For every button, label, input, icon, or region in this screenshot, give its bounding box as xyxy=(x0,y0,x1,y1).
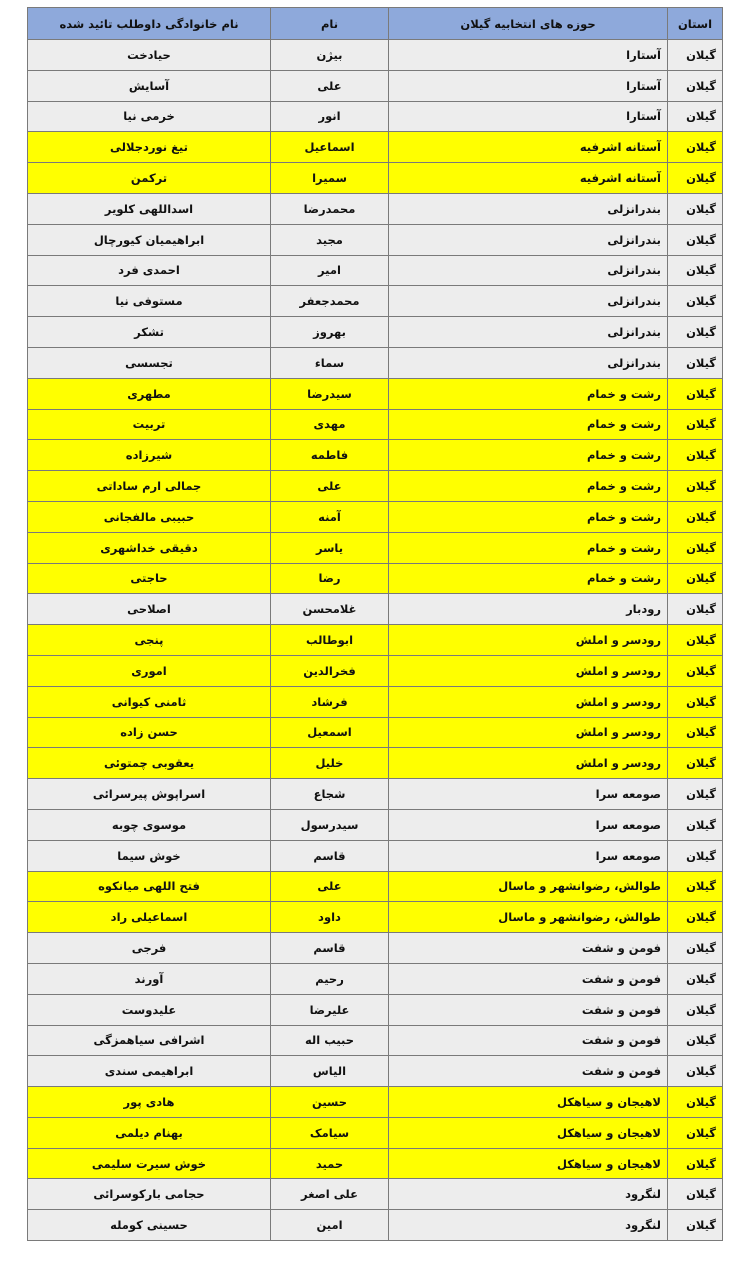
first-name-cell: رضا xyxy=(271,563,389,594)
table-row xyxy=(28,40,723,71)
province-cell: گیلان xyxy=(668,101,723,132)
province-cell: گیلان xyxy=(668,1056,723,1087)
district-cell: آستارا xyxy=(389,40,668,71)
last-name-cell: تیغ نوردجلالی xyxy=(28,132,271,163)
first-name-cell: بهروز xyxy=(271,317,389,348)
province-cell: گیلان xyxy=(668,779,723,810)
province-cell: گیلان xyxy=(668,224,723,255)
last-name-cell: اشرافی سیاهمزگی xyxy=(28,1025,271,1056)
last-name-cell: فتح اللهی میانکوه xyxy=(28,871,271,902)
table-row xyxy=(28,1210,723,1241)
table-row xyxy=(28,317,723,348)
table-body xyxy=(28,40,723,1241)
province-cell: گیلان xyxy=(668,563,723,594)
province-cell: گیلان xyxy=(668,594,723,625)
table-row xyxy=(28,471,723,502)
province-cell: گیلان xyxy=(668,317,723,348)
province-cell: گیلان xyxy=(668,625,723,656)
first-name-cell: فخرالدین xyxy=(271,655,389,686)
first-name-cell: سیدرضا xyxy=(271,378,389,409)
district-cell: آستانه اشرفیه xyxy=(389,132,668,163)
district-cell: رشت و خمام xyxy=(389,378,668,409)
province-cell: گیلان xyxy=(668,717,723,748)
last-name-cell: علیدوست xyxy=(28,994,271,1025)
first-name-cell: بیژن xyxy=(271,40,389,71)
last-name-cell: خرمی نیا xyxy=(28,101,271,132)
first-name-cell: یاسر xyxy=(271,532,389,563)
first-name-cell: ابوطالب xyxy=(271,625,389,656)
province-cell: گیلان xyxy=(668,748,723,779)
district-cell: صومعه سرا xyxy=(389,779,668,810)
last-name-cell: آسایش xyxy=(28,70,271,101)
district-cell: فومن و شفت xyxy=(389,1025,668,1056)
province-cell: گیلان xyxy=(668,963,723,994)
table-row xyxy=(28,224,723,255)
table-row xyxy=(28,1179,723,1210)
district-cell: رودسر و املش xyxy=(389,748,668,779)
last-name-cell: دقیقی خداشهری xyxy=(28,532,271,563)
header-first-name: نام xyxy=(271,8,389,40)
province-cell: گیلان xyxy=(668,70,723,101)
last-name-cell: خوش سیما xyxy=(28,840,271,871)
table-row xyxy=(28,779,723,810)
last-name-cell: اموری xyxy=(28,655,271,686)
first-name-cell: محمدرضا xyxy=(271,193,389,224)
table-row xyxy=(28,686,723,717)
district-cell: بندرانزلی xyxy=(389,317,668,348)
table-row xyxy=(28,655,723,686)
last-name-cell: تشکر xyxy=(28,317,271,348)
province-cell: گیلان xyxy=(668,440,723,471)
district-cell: بندرانزلی xyxy=(389,347,668,378)
province-cell: گیلان xyxy=(668,686,723,717)
district-cell: رودسر و املش xyxy=(389,717,668,748)
header-last-name: نام خانوادگی داوطلب تائید شده xyxy=(28,8,271,40)
first-name-cell: امین xyxy=(271,1210,389,1241)
last-name-cell: شیرزاده xyxy=(28,440,271,471)
province-cell: گیلان xyxy=(668,1025,723,1056)
province-cell: گیلان xyxy=(668,655,723,686)
first-name-cell: سیامک xyxy=(271,1117,389,1148)
last-name-cell: حسینی کومله xyxy=(28,1210,271,1241)
table-row xyxy=(28,255,723,286)
province-cell: گیلان xyxy=(668,933,723,964)
last-name-cell: اسداللهی کلویر xyxy=(28,193,271,224)
table-row xyxy=(28,132,723,163)
table-row xyxy=(28,963,723,994)
last-name-cell: یعقوبی چمتوئی xyxy=(28,748,271,779)
first-name-cell: سیدرسول xyxy=(271,809,389,840)
district-cell: فومن و شفت xyxy=(389,933,668,964)
district-cell: رشت و خمام xyxy=(389,440,668,471)
table-row xyxy=(28,532,723,563)
district-cell: رودسر و املش xyxy=(389,625,668,656)
last-name-cell: جمالی ارم ساداتی xyxy=(28,471,271,502)
province-cell: گیلان xyxy=(668,255,723,286)
last-name-cell: اسماعیلی راد xyxy=(28,902,271,933)
province-cell: گیلان xyxy=(668,1148,723,1179)
first-name-cell: فرشاد xyxy=(271,686,389,717)
last-name-cell: تجسسی xyxy=(28,347,271,378)
district-cell: آستارا xyxy=(389,70,668,101)
first-name-cell: غلامحسن xyxy=(271,594,389,625)
first-name-cell: اسمعیل xyxy=(271,717,389,748)
first-name-cell: علی xyxy=(271,471,389,502)
province-cell: گیلان xyxy=(668,532,723,563)
table-row xyxy=(28,501,723,532)
table-row xyxy=(28,409,723,440)
first-name-cell: آمنه xyxy=(271,501,389,532)
province-cell: گیلان xyxy=(668,994,723,1025)
header-district: حوزه های انتخابیه گیلان xyxy=(389,8,668,40)
first-name-cell: شجاع xyxy=(271,779,389,810)
last-name-cell: آورند xyxy=(28,963,271,994)
last-name-cell: پنجی xyxy=(28,625,271,656)
first-name-cell: علی xyxy=(271,70,389,101)
district-cell: لاهیجان و سیاهکل xyxy=(389,1087,668,1118)
header-row xyxy=(28,8,723,40)
first-name-cell: علی xyxy=(271,871,389,902)
first-name-cell: امیر xyxy=(271,255,389,286)
first-name-cell: علی اصغر xyxy=(271,1179,389,1210)
candidates-table xyxy=(27,7,723,1241)
header-province: استان xyxy=(668,8,723,40)
last-name-cell: اسراپوش پیرسرائی xyxy=(28,779,271,810)
table-row xyxy=(28,840,723,871)
first-name-cell: رحیم xyxy=(271,963,389,994)
first-name-cell: حمید xyxy=(271,1148,389,1179)
last-name-cell: ثامنی کیوانی xyxy=(28,686,271,717)
province-cell: گیلان xyxy=(668,809,723,840)
province-cell: گیلان xyxy=(668,378,723,409)
last-name-cell: حیادخت xyxy=(28,40,271,71)
table-row xyxy=(28,994,723,1025)
last-name-cell: احمدی فرد xyxy=(28,255,271,286)
province-cell: گیلان xyxy=(668,1179,723,1210)
table-row xyxy=(28,748,723,779)
last-name-cell: ترکمن xyxy=(28,163,271,194)
table-row xyxy=(28,717,723,748)
district-cell: رودسر و املش xyxy=(389,655,668,686)
district-cell: رشت و خمام xyxy=(389,501,668,532)
district-cell: آستارا xyxy=(389,101,668,132)
last-name-cell: تربیت xyxy=(28,409,271,440)
last-name-cell: حسن زاده xyxy=(28,717,271,748)
table-row xyxy=(28,625,723,656)
province-cell: گیلان xyxy=(668,193,723,224)
table-row xyxy=(28,163,723,194)
province-cell: گیلان xyxy=(668,1087,723,1118)
district-cell: لنگرود xyxy=(389,1210,668,1241)
last-name-cell: ابراهیمی سندی xyxy=(28,1056,271,1087)
district-cell: لنگرود xyxy=(389,1179,668,1210)
first-name-cell: قاسم xyxy=(271,933,389,964)
last-name-cell: مستوفی نیا xyxy=(28,286,271,317)
table-row xyxy=(28,563,723,594)
table-header xyxy=(28,8,723,40)
district-cell: بندرانزلی xyxy=(389,286,668,317)
table-row xyxy=(28,1056,723,1087)
table-row xyxy=(28,286,723,317)
first-name-cell: مجید xyxy=(271,224,389,255)
province-cell: گیلان xyxy=(668,871,723,902)
last-name-cell: هادی پور xyxy=(28,1087,271,1118)
province-cell: گیلان xyxy=(668,163,723,194)
first-name-cell: مهدی xyxy=(271,409,389,440)
table-row xyxy=(28,1148,723,1179)
last-name-cell: حبیبی مالفجانی xyxy=(28,501,271,532)
table-row xyxy=(28,70,723,101)
district-cell: فومن و شفت xyxy=(389,1056,668,1087)
table-row xyxy=(28,933,723,964)
district-cell: لاهیجان و سیاهکل xyxy=(389,1117,668,1148)
last-name-cell: مطهری xyxy=(28,378,271,409)
first-name-cell: حبیب اله xyxy=(271,1025,389,1056)
first-name-cell: حسین xyxy=(271,1087,389,1118)
province-cell: گیلان xyxy=(668,1210,723,1241)
table-row xyxy=(28,101,723,132)
first-name-cell: فاطمه xyxy=(271,440,389,471)
last-name-cell: فرجی xyxy=(28,933,271,964)
province-cell: گیلان xyxy=(668,132,723,163)
last-name-cell: خوش سیرت سلیمی xyxy=(28,1148,271,1179)
first-name-cell: خلیل xyxy=(271,748,389,779)
district-cell: فومن و شفت xyxy=(389,963,668,994)
province-cell: گیلان xyxy=(668,1117,723,1148)
first-name-cell: داود xyxy=(271,902,389,933)
candidates-table-container xyxy=(27,7,722,1241)
district-cell: بندرانزلی xyxy=(389,193,668,224)
first-name-cell: محمدجعفر xyxy=(271,286,389,317)
district-cell: رشت و خمام xyxy=(389,532,668,563)
district-cell: رودسر و املش xyxy=(389,686,668,717)
province-cell: گیلان xyxy=(668,471,723,502)
province-cell: گیلان xyxy=(668,347,723,378)
province-cell: گیلان xyxy=(668,286,723,317)
district-cell: بندرانزلی xyxy=(389,255,668,286)
last-name-cell: بهنام دیلمی xyxy=(28,1117,271,1148)
district-cell: طوالش، رضوانشهر و ماسال xyxy=(389,871,668,902)
table-row xyxy=(28,594,723,625)
district-cell: فومن و شفت xyxy=(389,994,668,1025)
table-row xyxy=(28,902,723,933)
last-name-cell: ابراهیمیان کیورچال xyxy=(28,224,271,255)
first-name-cell: سمیرا xyxy=(271,163,389,194)
district-cell: رودبار xyxy=(389,594,668,625)
table-row xyxy=(28,1087,723,1118)
table-row xyxy=(28,347,723,378)
first-name-cell: قاسم xyxy=(271,840,389,871)
first-name-cell: انور xyxy=(271,101,389,132)
district-cell: لاهیجان و سیاهکل xyxy=(389,1148,668,1179)
district-cell: بندرانزلی xyxy=(389,224,668,255)
district-cell: صومعه سرا xyxy=(389,840,668,871)
last-name-cell: حاجتی xyxy=(28,563,271,594)
district-cell: رشت و خمام xyxy=(389,409,668,440)
province-cell: گیلان xyxy=(668,840,723,871)
district-cell: آستانه اشرفیه xyxy=(389,163,668,194)
table-row xyxy=(28,1025,723,1056)
first-name-cell: علیرضا xyxy=(271,994,389,1025)
district-cell: رشت و خمام xyxy=(389,471,668,502)
last-name-cell: اصلاحی xyxy=(28,594,271,625)
last-name-cell: موسوی چوبه xyxy=(28,809,271,840)
table-row xyxy=(28,378,723,409)
province-cell: گیلان xyxy=(668,409,723,440)
table-row xyxy=(28,871,723,902)
table-row xyxy=(28,440,723,471)
district-cell: صومعه سرا xyxy=(389,809,668,840)
province-cell: گیلان xyxy=(668,40,723,71)
province-cell: گیلان xyxy=(668,501,723,532)
last-name-cell: حجامی بارکوسرائی xyxy=(28,1179,271,1210)
table-row xyxy=(28,193,723,224)
district-cell: طوالش، رضوانشهر و ماسال xyxy=(389,902,668,933)
district-cell: رشت و خمام xyxy=(389,563,668,594)
table-row xyxy=(28,809,723,840)
first-name-cell: اسماعیل xyxy=(271,132,389,163)
first-name-cell: الیاس xyxy=(271,1056,389,1087)
first-name-cell: سماء xyxy=(271,347,389,378)
table-row xyxy=(28,1117,723,1148)
province-cell: گیلان xyxy=(668,902,723,933)
